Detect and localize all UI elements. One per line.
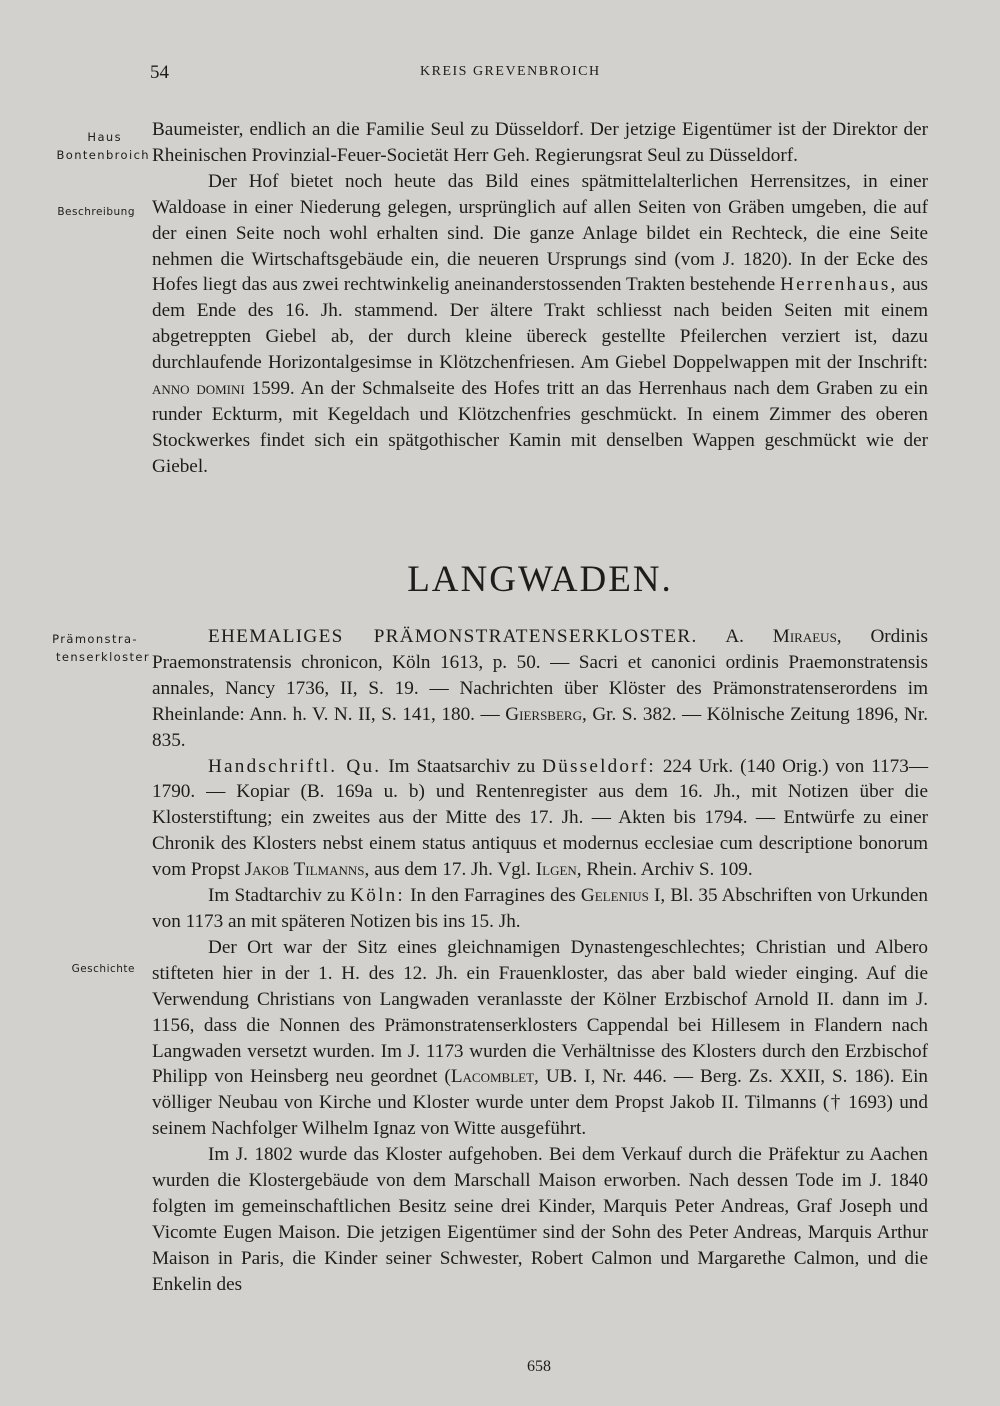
section-title: LANGWADEN. bbox=[407, 559, 673, 600]
body-section-haus bbox=[152, 117, 928, 480]
author-gelenius: Gelenius bbox=[580, 885, 649, 907]
paragraph-manuscripts bbox=[152, 754, 928, 884]
text-run: A. bbox=[725, 626, 744, 647]
text-run: Im Staatsarchiv zu bbox=[388, 755, 536, 777]
author-miraeus: Miraeus, bbox=[772, 626, 842, 647]
text-run: UB. I, Nr. 446. — Berg. Zs. XXII, S. 186). Ein völliger Neubau von Kirche und Kloster wurde unter dem Propst Jakob II. Tilmanns († 1693) und seinem Nachfolger Wilhelm Ignaz von Witte ausgeführt. bbox=[152, 1066, 928, 1140]
text-run: Der Hof bietet noch heute das Bild eines spätmittelalterlichen Herrensitzes, in einer Waldoase in einer Niederung gelegen, ursprünglich auf allen Seiten von Gräben umgeben, die auf der einen Seite noch wohl erhalten sind. Die ganze Anlage bildet ein Rechteck, die eine Seite nehmen die Wirtschaftsgebäude ein, die neueren Ursprungs sind (vom J. 1820). In der Ecke des Hofes liegt das aus zwei rechtwinkelig aneinanderstossenden Trakten bestehende bbox=[152, 170, 928, 296]
paragraph-history-1 bbox=[152, 935, 928, 1142]
margin-note-haus bbox=[0, 128, 150, 164]
body-section-langwaden bbox=[152, 624, 928, 1298]
margin-note-haus-line1: Haus bbox=[87, 130, 122, 144]
text-inscription: anno domini bbox=[152, 378, 245, 400]
text-run: Rhein. Archiv S. 109. bbox=[586, 859, 753, 881]
place-koeln: Köln: bbox=[350, 885, 405, 907]
text-run: Ordinis Praemonstratensis chronicon, Köln 1613, p. 50. — Sacri et canonici ordinis Praemonstratensis annales, Nancy 1736, II, S. 19. — Nachrichten über Klöster des Prämonstratenserordens im Rheinlande: Ann. h. V. N. II, S. 141, 180. — bbox=[152, 626, 928, 725]
margin-note-kloster-line2: tenserkloster bbox=[55, 650, 150, 664]
text-run: aus dem 17. Jh. Vgl. bbox=[374, 859, 531, 881]
paragraph-description bbox=[152, 169, 928, 480]
author-giersberg: Giersberg, bbox=[505, 703, 587, 725]
author-lacomblet: Lacomblet, bbox=[450, 1066, 539, 1088]
text-run: In den Farragines des bbox=[410, 885, 576, 907]
subheading-kloster: EHEMALIGES PRÄMONSTRATENSERKLOSTER. bbox=[208, 626, 698, 647]
paragraph-stadtarchiv bbox=[152, 883, 928, 935]
text-run: I, Bl. 35 Abschriften von Urkunden von 1173 an mit späteren Notizen bis ins 15. Jh. bbox=[152, 885, 929, 932]
place-duesseldorf: Düsseldorf: bbox=[542, 755, 656, 777]
running-head: KREIS GREVENBROICH bbox=[420, 64, 601, 79]
page-number-bottom: 658 bbox=[527, 1358, 551, 1375]
text-run: Der Ort war der Sitz eines gleichnamigen Dynastengeschlechtes; Christian und Albero stifteten hier in der 1. H. des 12. Jh. ein Frauenkloster, das aber bald wieder einging. Auf die Verwendung Christians von Langwaden veranlasste der Kölner Erzbischof Arnold II. dann im J. 1156, dass die Nonnen des Prämonstratenserklosters Cappendal bei Hillesem in Flandern nach Langwaden versetzt wurden. Im J. 1173 wurden die Verhältnisse des Klosters durch den Erzbischof Philipp von Heinsberg neu geordnet ( bbox=[152, 936, 928, 1088]
margin-note-beschreibung: Beschreibung bbox=[57, 206, 135, 218]
margin-note-geschichte: Geschichte bbox=[71, 963, 135, 975]
text-run: Im Stadtarchiv zu bbox=[208, 885, 346, 907]
paragraph-literature bbox=[152, 624, 928, 754]
text-run: 224 Urk. (140 Orig.) von 1173—1790. — Kopiar (B. 169a u. b) und Rentenregister aus dem 16. Jh., mit Notizen über die Klosterstiftung; ein zweites aus der Mitte des 17. Jh. — Akten bis 1794. — Entwürfe zu einer Chronik des Klosters nebst einem status antiquus et modernus ecclesiae cum descriptione bonorum vom Propst bbox=[152, 755, 929, 881]
text-run: Gr. S. 382. — Kölnische Zeitung 1896, Nr. 835. bbox=[152, 703, 929, 751]
text-spaced-herrenhaus: Herrenhaus, bbox=[780, 274, 898, 296]
text-run: 1599. An der Schmalseite des Hofes tritt an das Herrenhaus nach dem Graben zu ein runder Eckturm, mit Kegeldach und Klötzchenfries geschmückt. In einem Zimmer des oberen Stockwerkes findet sich ein spätgothischer Kamin mit denselben Wappen geschmückt wie der Giebel. bbox=[152, 378, 928, 477]
label-handschriftl: Handschriftl. Qu. bbox=[208, 755, 382, 777]
text-run: aus dem Ende des 16. Jh. stammend. Der ältere Trakt schliesst nach beiden Seiten mit einem abgetreppten Giebel ab, der durch kleine übereck gestellte Pfeilerchen verziert ist, dazu durchlaufende Horizontalgesimse in Klötzchenfriesen. Am Giebel Doppelwappen mit der Inschrift: bbox=[152, 274, 929, 374]
margin-note-kloster bbox=[0, 630, 150, 666]
author-ilgen: Ilgen, bbox=[535, 859, 582, 881]
margin-note-haus-line2: Bontenbroich bbox=[56, 148, 150, 162]
author-tilmanns: Jakob Tilmanns, bbox=[244, 859, 370, 881]
margin-note-kloster-line1: Prämonstra- bbox=[52, 632, 138, 646]
paragraph-history-2: Im J. 1802 wurde das Kloster aufgehoben. Bei dem Verkauf durch die Präfektur zu Aachen wurden die Klostergebäude von dem Marschall Maison erworben. Nach dessen Tode im J. 1840 folgten im gemeinschaftlichen Besitz seine drei Kinder, Marquis Peter Andreas, Graf Joseph und Vicomte Eugen Maison. Die jetzigen Eigentümer sind der Sohn des Peter Andreas, Marquis Arthur Maison in Paris, die Kinder seiner Schwester, Robert Calmon und Margarethe Calmon, und die Enkelin des bbox=[152, 1144, 928, 1295]
page-number-top: 54 bbox=[150, 62, 169, 83]
paragraph-ownership: Baumeister, endlich an die Familie Seul zu Düsseldorf. Der jetzige Eigentümer ist der Direktor der Rheinischen Provinzial-Feuer-Societät Herr Geh. Regierungsrat Seul zu Düsseldorf. bbox=[152, 119, 928, 166]
